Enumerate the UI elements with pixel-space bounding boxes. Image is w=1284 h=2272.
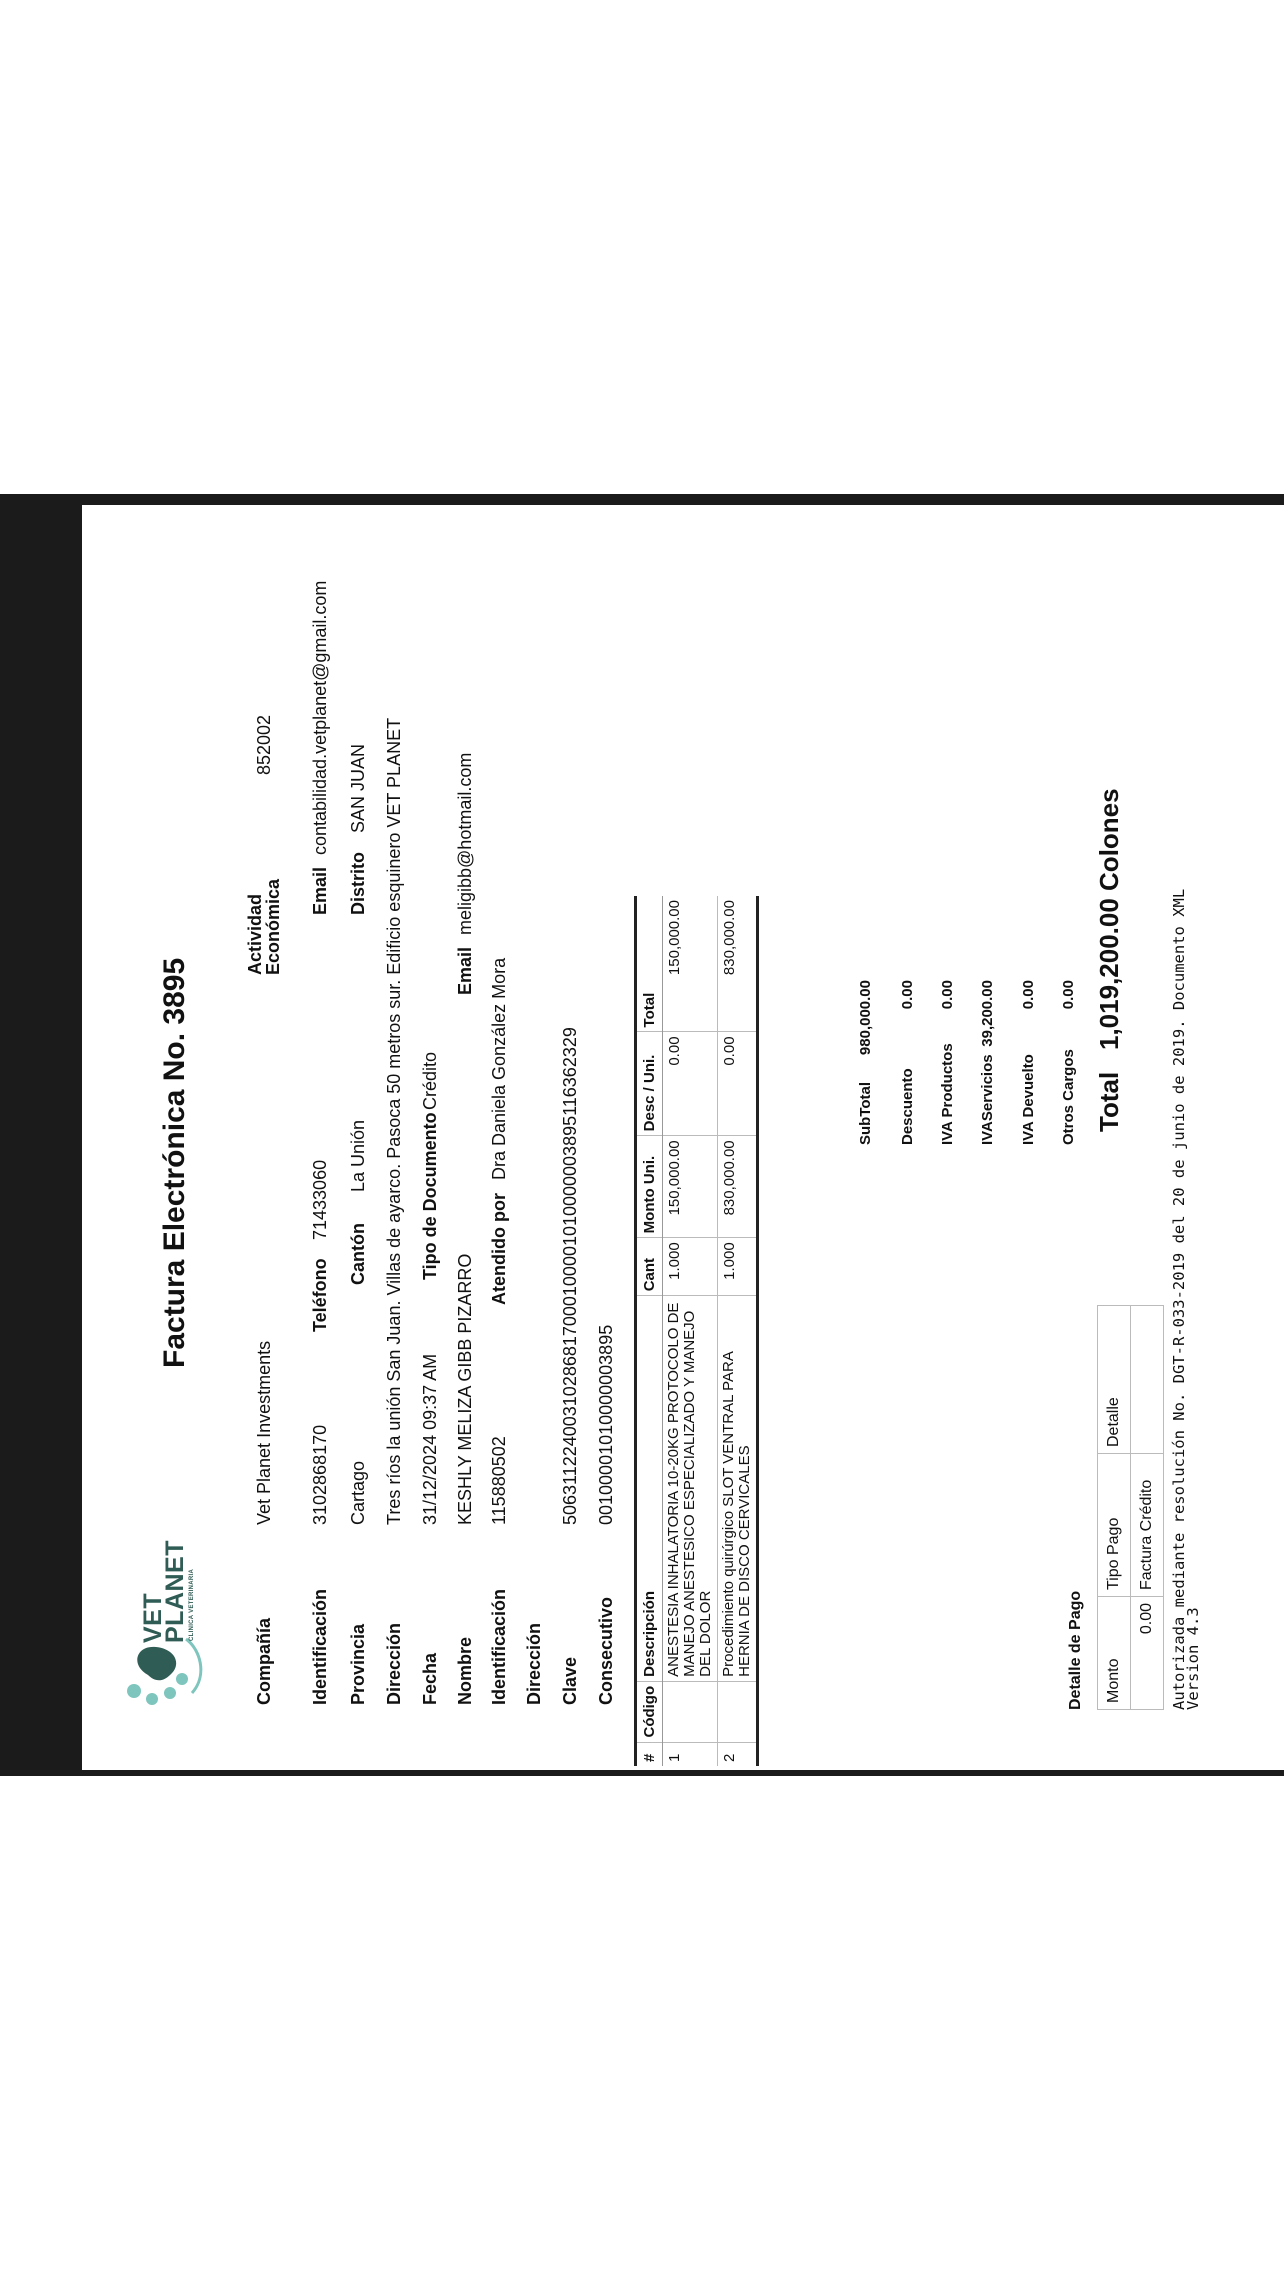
- iva-returned-label: IVA Devuelto: [1020, 1054, 1037, 1145]
- client-id-value: 115880502: [489, 1436, 509, 1525]
- subtotal-label: SubTotal: [857, 1081, 874, 1145]
- company-id-value: 3102868170: [310, 1424, 330, 1525]
- province-value: Cartago: [348, 1460, 368, 1525]
- province-label: Provincia: [348, 1623, 368, 1705]
- items-table: [634, 896, 759, 1766]
- row-num: 1: [663, 1742, 718, 1766]
- company-id-label: Identificación: [310, 1588, 330, 1705]
- row-disc: 0.00: [663, 1032, 718, 1136]
- row-total: 830,000.00: [718, 896, 758, 1032]
- payment-header-row: [1098, 1306, 1131, 1710]
- date-value: 31/12/2024 09:37 AM: [420, 1353, 440, 1525]
- items-header-row: [636, 896, 663, 1766]
- phone-label: Teléfono: [310, 1258, 330, 1332]
- paw-logo-icon: [100, 1635, 215, 1705]
- client-address-label: Dirección: [524, 1622, 544, 1705]
- row-qty: 1.000: [663, 1238, 718, 1296]
- row-unit: 150,000.00: [663, 1136, 718, 1238]
- client-name-value: KESHLY MELIZA GIBB PIZARRO: [455, 1253, 475, 1525]
- attended-value: Dra Daniela González Mora: [489, 957, 509, 1180]
- payment-col-amount: Monto: [1098, 1597, 1131, 1710]
- iva-services-value: 39,200.00: [979, 980, 996, 1047]
- row-desc: Procedimiento quirúrgico SLOT VENTRAL PARA HERNIA DE DISCO CERVICALES: [718, 1296, 758, 1682]
- payment-type: Factura Crédito: [1131, 1454, 1164, 1597]
- row-num: 2: [718, 1742, 758, 1766]
- attended-label: Atendido por: [489, 1193, 509, 1305]
- company-value: Vet Planet Investments: [254, 1340, 274, 1525]
- row-desc: ANESTESIA INHALATORIA 10-20KG PROTOCOLO DE MANEJO ANESTESICO ESPECIALIZADO Y MANEJO DEL DOLOR: [663, 1296, 718, 1682]
- row-code: [663, 1681, 718, 1742]
- footer-line-1: Autorizada mediante resolución No. DGT-R-033-2019 del 20 de junio de 2019. Documento XML: [1170, 888, 1188, 1710]
- row-unit: 830,000.00: [718, 1136, 758, 1238]
- district-value: SAN JUAN: [348, 743, 368, 833]
- payment-detail-title: Detalle de Pago: [1067, 1590, 1084, 1710]
- row-qty: 1.000: [718, 1238, 758, 1296]
- iva-products-label: IVA Productos: [939, 1043, 956, 1145]
- canton-label: Cantón: [348, 1223, 368, 1285]
- row-total: 150,000.00: [663, 896, 718, 1032]
- phone-value: 71433060: [310, 1159, 330, 1240]
- iva-services-label: IVAServicios: [979, 1054, 996, 1145]
- key-label: Clave: [560, 1656, 580, 1705]
- address-label: Dirección: [384, 1622, 404, 1705]
- email-value: contabilidad.vetplanet@gmail.com: [310, 580, 330, 855]
- other-charges-label: Otros Cargos: [1060, 1049, 1077, 1145]
- grand-total-value: 1,019,200.00 Colones: [1094, 788, 1124, 1050]
- date-label: Fecha: [420, 1652, 440, 1705]
- authorization-footer: [1172, 889, 1200, 1710]
- district-label: Distrito: [348, 852, 368, 915]
- iva-returned-value: 0.00: [1020, 980, 1037, 1010]
- client-id-label: Identificación: [489, 1588, 509, 1705]
- payment-detail: [1131, 1306, 1164, 1454]
- vet-planet-logo: [100, 1540, 215, 1705]
- address-value: Tres ríos la unión San Juan. Villas de ayarco. Pasoca 50 metros sur. Edificio esquinero VET PLANET: [384, 717, 404, 1525]
- activity-value: 852002: [254, 714, 274, 775]
- doc-type-label: Tipo de Documento: [420, 1112, 440, 1280]
- payment-col-type: Tipo Pago: [1098, 1454, 1131, 1597]
- discount-label: Descuento: [899, 1068, 916, 1145]
- discount-value: 0.00: [899, 980, 916, 1010]
- payment-col-detail: Detalle: [1098, 1306, 1131, 1454]
- canton-value: La Unión: [348, 1119, 368, 1192]
- client-name-label: Nombre: [455, 1636, 475, 1705]
- footer-line-2: Version 4.3: [1184, 1607, 1202, 1710]
- doc-type-value: Crédito: [420, 1051, 440, 1110]
- row-code: [718, 1681, 758, 1742]
- col-desc: Descripción: [636, 1296, 663, 1682]
- table-row: [1131, 1306, 1164, 1710]
- subtotal-value: 980,000.00: [857, 980, 874, 1056]
- table-row: [663, 896, 718, 1766]
- row-disc: 0.00: [718, 1032, 758, 1136]
- company-label: Compañía: [254, 1617, 274, 1705]
- col-code: Código: [636, 1681, 663, 1742]
- payment-amount: 0.00: [1131, 1597, 1164, 1710]
- client-email-value: meligibb@hotmail.com: [455, 752, 475, 935]
- consecutive-value: 00100001010000003895: [596, 1324, 616, 1525]
- key-value: 50631122400310286817000100001010000003895116362329: [560, 1027, 580, 1525]
- consecutive-label: Consecutivo: [596, 1596, 616, 1705]
- logo-tagline: CLINICA VETERINARIA: [189, 1568, 195, 1641]
- invoice-title: Factura Electrónica No. 3895: [158, 957, 191, 1368]
- grand-total-label: Total: [1094, 1071, 1124, 1132]
- rotated-invoice: [82, 505, 1284, 1770]
- col-disc: Desc / Uni.: [636, 1032, 663, 1136]
- client-email-label: Email: [455, 946, 475, 995]
- col-qty: Cant: [636, 1238, 663, 1296]
- activity-label: Actividad Económica: [245, 878, 283, 975]
- logo-wordmark: VET PLANET: [139, 1540, 189, 1643]
- payment-table: [1097, 1305, 1164, 1710]
- iva-products-value: 0.00: [939, 980, 956, 1010]
- col-total: Total: [636, 896, 663, 1032]
- other-charges-value: 0.00: [1060, 980, 1077, 1010]
- email-label: Email: [310, 866, 330, 915]
- col-num: #: [636, 1742, 663, 1766]
- table-row: [718, 896, 758, 1766]
- col-unit: Monto Uni.: [636, 1136, 663, 1238]
